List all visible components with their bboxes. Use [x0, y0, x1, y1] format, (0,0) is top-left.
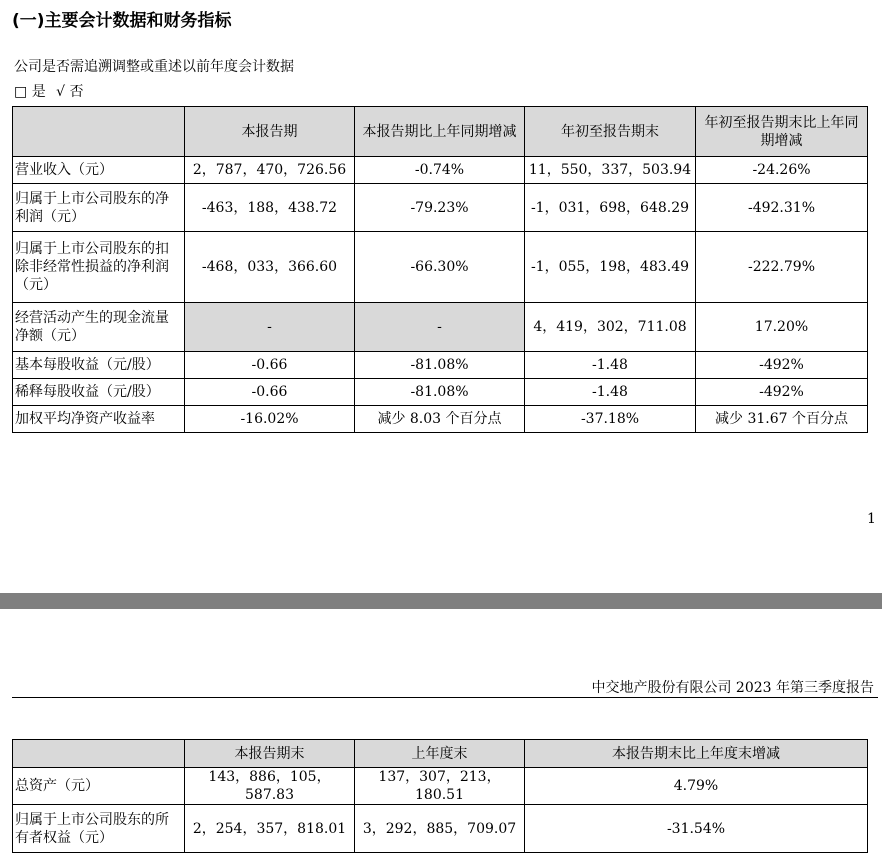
table-cell: 减少 8.03 个百分点 [355, 406, 525, 433]
restatement-question: 公司是否需追溯调整或重述以前年度会计数据 [14, 59, 294, 75]
table-cell: -31.54% [525, 805, 868, 853]
table-cell: -66.30% [355, 232, 525, 303]
table-header-row [13, 740, 868, 768]
header-cell: 本报告期末 [185, 740, 355, 768]
table-header-row [13, 107, 868, 157]
header-rule [12, 697, 878, 698]
table-cell: 3，292，885，709.07 [355, 805, 525, 853]
table-cell: -79.23% [355, 184, 525, 232]
header-cell [13, 107, 185, 157]
row-label: 加权平均净资产收益率 [13, 406, 185, 433]
table-cell: -37.18% [525, 406, 696, 433]
table-cell: - [355, 303, 525, 352]
row-label: 稀释每股收益（元/股） [13, 379, 185, 406]
table-cell: -1.48 [525, 352, 696, 379]
row-label: 归属于上市公司股东的净利润（元） [13, 184, 185, 232]
table-row [13, 232, 868, 303]
row-label: 总资产（元） [13, 768, 185, 805]
header-cell: 年初至报告期末比上年同期增减 [696, 107, 868, 157]
table-row [13, 805, 868, 853]
table-cell: 2，787，470，726.56 [185, 157, 355, 184]
yes-checkbox[interactable]: □ [14, 84, 28, 100]
table-cell: -1.48 [525, 379, 696, 406]
table-cell: -492.31% [696, 184, 868, 232]
table-cell: - [185, 303, 355, 352]
restatement-answer [14, 81, 84, 101]
table-cell: 4，419，302，711.08 [525, 303, 696, 352]
table-row [13, 379, 868, 406]
header-cell: 年初至报告期末 [525, 107, 696, 157]
header-cell: 本报告期末比上年度末增减 [525, 740, 868, 768]
page-header: 中交地产股份有限公司 2023 年第三季度报告 [591, 680, 874, 696]
table-cell: -16.02% [185, 406, 355, 433]
table-cell: 2，254，357，818.01 [185, 805, 355, 853]
table-row [13, 157, 868, 184]
table-cell: -1，055，198，483.49 [525, 232, 696, 303]
header-cell [13, 740, 185, 768]
table-cell: -222.79% [696, 232, 868, 303]
row-label: 归属于上市公司股东的所有者权益（元） [13, 805, 185, 853]
row-label: 经营活动产生的现金流量净额（元） [13, 303, 185, 352]
table-cell: 11，550，337，503.94 [525, 157, 696, 184]
balance-sheet-table [12, 739, 868, 853]
table-row [13, 352, 868, 379]
table-cell: -0.66 [185, 352, 355, 379]
yes-label: 是 [31, 84, 46, 100]
header-cell: 本报告期比上年同期增减 [355, 107, 525, 157]
header-cell: 上年度末 [355, 740, 525, 768]
header-cell: 本报告期 [185, 107, 355, 157]
table-cell: -492% [696, 379, 868, 406]
table-cell: -81.08% [355, 352, 525, 379]
table-cell: -492% [696, 352, 868, 379]
table-cell: 137，307，213，180.51 [355, 768, 525, 805]
table-cell: -468，033，366.60 [185, 232, 355, 303]
table-cell: -463，188，438.72 [185, 184, 355, 232]
table-cell: 减少 31.67 个百分点 [696, 406, 868, 433]
quarterly-financial-table [12, 106, 868, 433]
table-cell: -24.26% [696, 157, 868, 184]
table-row [13, 406, 868, 433]
table-cell: -0.74% [355, 157, 525, 184]
table-row [13, 184, 868, 232]
row-label: 基本每股收益（元/股） [13, 352, 185, 379]
table-cell: -0.66 [185, 379, 355, 406]
table-row [13, 768, 868, 805]
no-label: 否 [69, 84, 84, 100]
page-number: 1 [867, 511, 876, 527]
section-title: (一)主要会计数据和财务指标 [12, 11, 232, 31]
table-cell: 143，886，105，587.83 [185, 768, 355, 805]
table-cell: 4.79% [525, 768, 868, 805]
check-mark: √ [56, 84, 66, 100]
table-cell: -81.08% [355, 379, 525, 406]
row-label: 归属于上市公司股东的扣除非经常性损益的净利润（元） [13, 232, 185, 303]
table-cell: -1，031，698，648.29 [525, 184, 696, 232]
row-label: 营业收入（元） [13, 157, 185, 184]
table-cell: 17.20% [696, 303, 868, 352]
page-separator [0, 593, 882, 609]
table-row [13, 303, 868, 352]
